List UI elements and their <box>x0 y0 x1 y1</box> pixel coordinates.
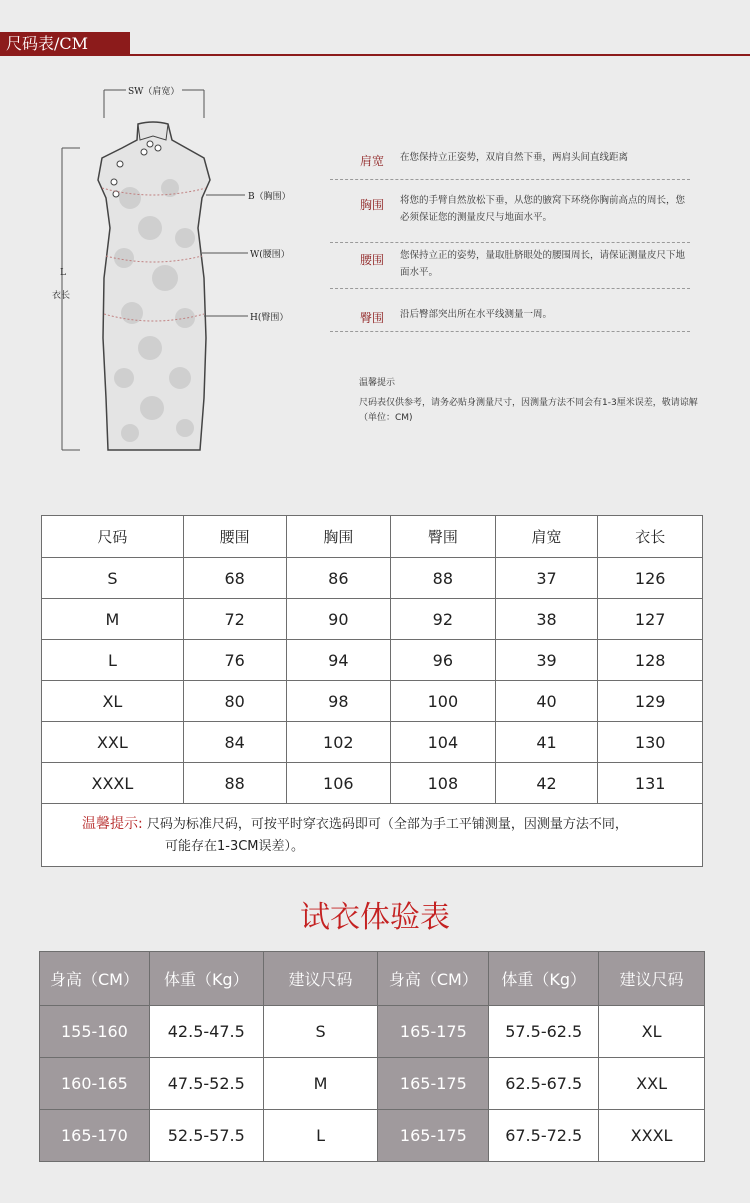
column-header: 尺码 <box>42 516 184 558</box>
instruction-row-shoulder <box>330 140 690 180</box>
dress-shape <box>98 122 210 450</box>
table-cell: 76 <box>183 640 286 681</box>
column-header: 建议尺码 <box>599 952 705 1006</box>
table-cell: 90 <box>286 599 391 640</box>
instruction-name: 臀围 <box>360 311 385 325</box>
table-row <box>40 1006 705 1058</box>
size-table <box>41 515 703 867</box>
column-header: 体重（Kg） <box>489 952 599 1006</box>
trial-header-row <box>40 952 705 1006</box>
table-cell: 104 <box>391 722 496 763</box>
table-row <box>42 558 703 599</box>
table-cell: 38 <box>495 599 598 640</box>
table-row <box>42 599 703 640</box>
measurement-instructions <box>330 140 690 332</box>
table-cell: 92 <box>391 599 496 640</box>
table-cell: 37 <box>495 558 598 599</box>
table-cell: L <box>263 1110 378 1162</box>
column-header: 臀围 <box>391 516 496 558</box>
table-cell: XL <box>599 1006 705 1058</box>
instruction-name: 胸围 <box>360 198 385 212</box>
table-cell: 84 <box>183 722 286 763</box>
table-cell: S <box>42 558 184 599</box>
table-row <box>40 1110 705 1162</box>
table-note <box>42 804 703 867</box>
table-cell: 47.5-52.5 <box>149 1058 263 1110</box>
table-cell: 67.5-72.5 <box>489 1110 599 1162</box>
table-cell: 86 <box>286 558 391 599</box>
length-label: 衣长 <box>52 291 71 301</box>
column-header: 身高（CM） <box>40 952 150 1006</box>
sw-label: SW（肩宽） <box>128 87 180 97</box>
instruction-name: 腰围 <box>360 253 385 267</box>
table-cell: 106 <box>286 763 391 804</box>
instruction-row-bust <box>330 180 690 243</box>
table-cell: 165-175 <box>378 1058 489 1110</box>
header-bar <box>0 28 750 58</box>
table-cell: 40 <box>495 681 598 722</box>
table-cell: XXL <box>42 722 184 763</box>
table-cell: 94 <box>286 640 391 681</box>
table-note-row <box>42 804 703 867</box>
note-text-line2: 可能存在1-3CM误差）。 <box>165 838 305 854</box>
table-row <box>40 1058 705 1110</box>
instruction-row-hip <box>330 289 690 332</box>
table-cell: 68 <box>183 558 286 599</box>
note-text-line1: 尺码为标准尺码，可按平时穿衣选码即可（全部为手工平铺测量，因测量方法不同， <box>146 816 628 832</box>
waist-label: W(腰围） <box>250 250 290 260</box>
table-cell: 98 <box>286 681 391 722</box>
table-cell: 165-175 <box>378 1006 489 1058</box>
table-cell: 165-170 <box>40 1110 150 1162</box>
table-cell: 127 <box>598 599 703 640</box>
table-cell: 155-160 <box>40 1006 150 1058</box>
trial-table-title: 试衣体验表 <box>300 900 450 935</box>
instruction-row-waist <box>330 243 690 289</box>
table-row <box>42 681 703 722</box>
table-cell: 88 <box>183 763 286 804</box>
tips-box <box>359 375 699 426</box>
table-row <box>42 763 703 804</box>
dress-figure <box>40 78 340 478</box>
table-header-row <box>42 516 703 558</box>
table-cell: 165-175 <box>378 1110 489 1162</box>
table-cell: 160-165 <box>40 1058 150 1110</box>
instruction-desc: 在您保持立正姿势，双肩自然下垂，两肩头间直线距离 <box>400 152 629 163</box>
table-cell: 57.5-62.5 <box>489 1006 599 1058</box>
table-row <box>42 640 703 681</box>
table-cell: 100 <box>391 681 496 722</box>
table-cell: 108 <box>391 763 496 804</box>
table-cell: XL <box>42 681 184 722</box>
table-cell: M <box>42 599 184 640</box>
trial-table <box>39 951 705 1162</box>
table-cell: XXL <box>599 1058 705 1110</box>
table-cell: 80 <box>183 681 286 722</box>
instruction-name: 肩宽 <box>360 154 385 168</box>
table-cell: 62.5-67.5 <box>489 1058 599 1110</box>
column-header: 肩宽 <box>495 516 598 558</box>
table-cell: 126 <box>598 558 703 599</box>
qipao-diagram <box>40 78 340 478</box>
table-cell: 96 <box>391 640 496 681</box>
column-header: 胸围 <box>286 516 391 558</box>
table-cell: 52.5-57.5 <box>149 1110 263 1162</box>
instruction-desc: 沿后臀部突出所在水平线测量一周。 <box>400 309 553 320</box>
table-cell: 129 <box>598 681 703 722</box>
table-cell: 42 <box>495 763 598 804</box>
page-title: 尺码表/CM <box>0 32 130 56</box>
table-cell: 42.5-47.5 <box>149 1006 263 1058</box>
tips-title: 温馨提示 <box>359 378 396 388</box>
table-cell: 39 <box>495 640 598 681</box>
column-header: 建议尺码 <box>263 952 378 1006</box>
table-cell: 88 <box>391 558 496 599</box>
table-cell: 130 <box>598 722 703 763</box>
bust-label: B（胸围） <box>248 192 291 202</box>
column-header: 体重（Kg） <box>149 952 263 1006</box>
tips-text: 尺码表仅供参考，请务必贴身测量尺寸，因测量方法不同会有1-3厘米误差，敬请谅解（单位：CM) <box>359 398 698 423</box>
table-cell: 128 <box>598 640 703 681</box>
column-header: 衣长 <box>598 516 703 558</box>
table-cell: XXXL <box>42 763 184 804</box>
note-label: 温馨提示: <box>82 815 143 832</box>
table-cell: 102 <box>286 722 391 763</box>
table-row <box>42 722 703 763</box>
length-letter: L <box>60 268 66 278</box>
hip-label: H(臀围） <box>250 313 289 323</box>
table-cell: 72 <box>183 599 286 640</box>
column-header: 腰围 <box>183 516 286 558</box>
instruction-desc: 将您的手臂自然放松下垂，从您的腋窝下环绕你胸前高点的周长，您必须保证您的测量皮尺与地面水平。 <box>400 195 686 223</box>
table-cell: S <box>263 1006 378 1058</box>
table-cell: L <box>42 640 184 681</box>
column-header: 身高（CM） <box>378 952 489 1006</box>
table-cell: XXXL <box>599 1110 705 1162</box>
table-cell: 41 <box>495 722 598 763</box>
instruction-desc: 您保持立正的姿势，量取肚脐眼处的腰围周长，请保证测量皮尺下地面水平。 <box>400 250 686 278</box>
table-cell: 131 <box>598 763 703 804</box>
table-cell: M <box>263 1058 378 1110</box>
